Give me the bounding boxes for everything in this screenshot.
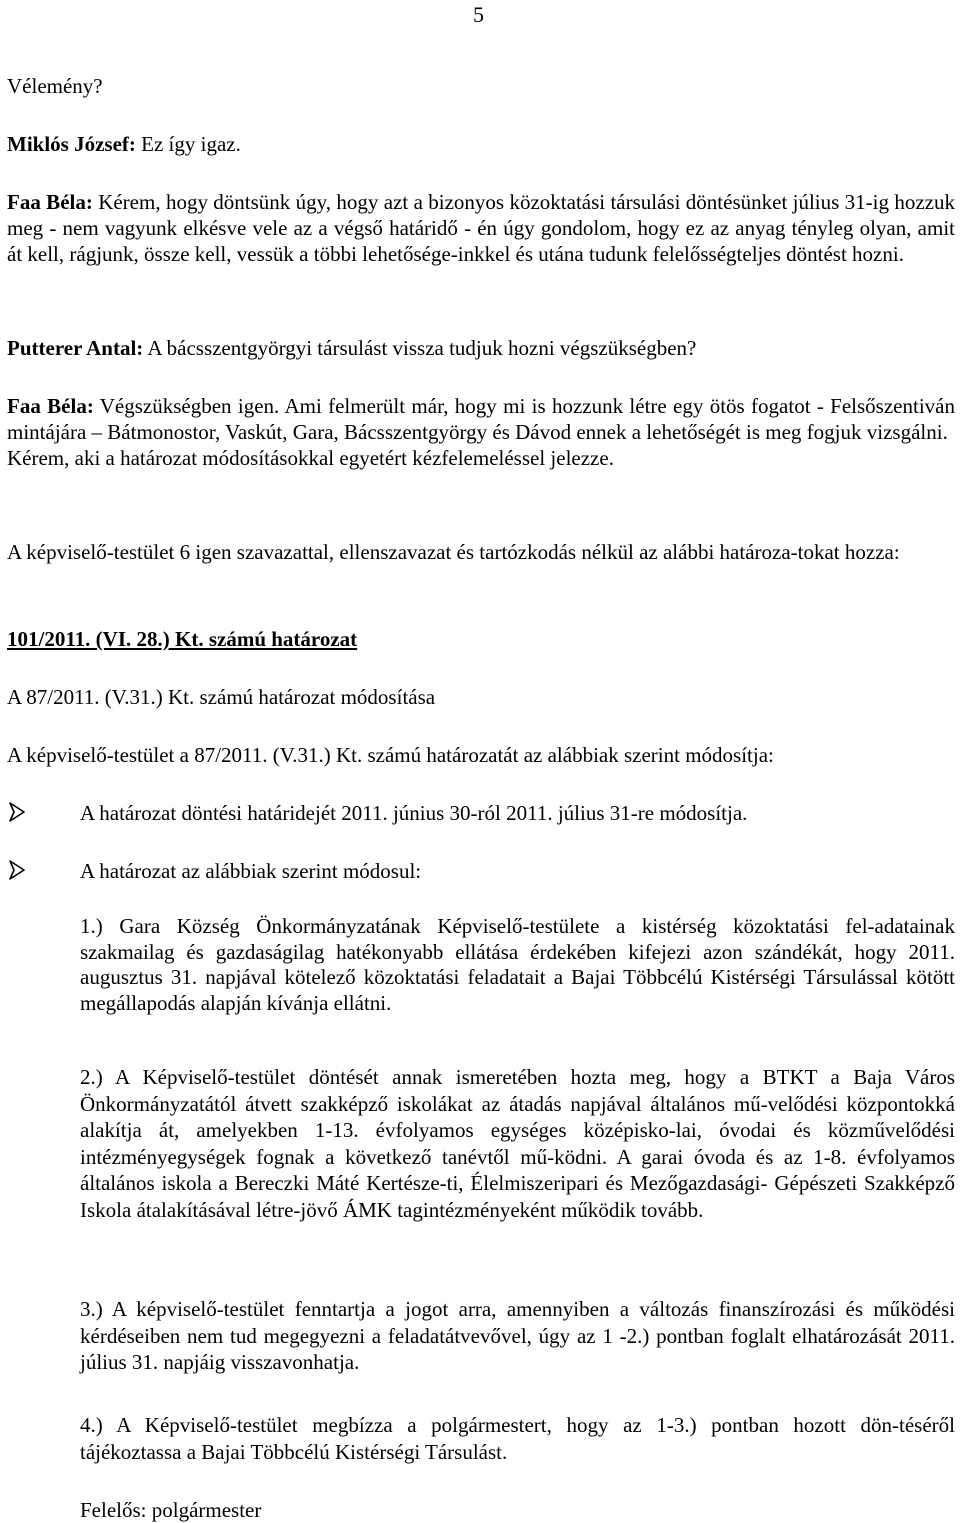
paragraph-faa-2 [7,393,955,445]
numbered-item-3: 3.) A képviselő-testület fenntartja a jogot arra, amennyiben a változás finanszírozási és működési kérdéseiben nem tud megegyezni a feladatátvevővel, úgy az 1 -2.) pontban foglalt elhatározását 2011. július 31. napjáig visszavonhatja. [80,1297,955,1374]
paragraph-miklos [7,131,955,157]
paragraph-group-faa-2 [7,393,955,471]
responsible-line: Felelős: polgármester [80,1498,262,1522]
numbered-item-4: 4.) A Képviselő-testület megbízza a polgármestert, hogy az 1-3.) pontban hozott dön-téséről tájékoztassa a Bajai Többcélú Kistérségi Társulást. [80,1413,955,1464]
paragraph-vote-result: A képviselő-testület 6 igen szavazattal, ellenszavazat és tartózkodás nélkül az alábbi határoza-tokat hozza: [7,540,900,564]
arrowhead-bullet-icon [9,801,25,823]
page-number: 5 [473,2,484,27]
paragraph-vote-request: Kérem, aki a határozat módosításokkal egyetért kézfelemeléssel jelezze. [7,446,614,470]
bullet-text: A határozat döntési határidejét 2011. június 30-ról 2011. július 31-re módosítja. [80,801,748,825]
resolution-subtitle: A 87/2011. (V.31.) Kt. számú határozat módosítása [7,685,436,709]
speech-miklos: Ez így igaz. [135,132,241,156]
speaker-miklos: Miklós József: [7,132,136,156]
speaker-faa-2: Faa Béla: [7,394,94,418]
speech-faa-1: Kérem, hogy döntsünk úgy, hogy azt a bizonyos közoktatási társulási döntésünket július 31-ig hozzuk meg - nem vagyunk elkésve vele az a végső határidő - én úgy gondolom, hogy ez az anyag tényleg olyan, amit át kell, rágjunk, össze kell, vessük a többi lehetősége-inkkel és utána tudunk felelősségteljes döntést hozni. [7,190,955,266]
paragraph-question: Vélemény? [7,74,103,98]
paragraph-putterer [7,335,955,361]
numbered-item-2: 2.) A Képviselő-testület döntését annak ismeretében hozta meg, hogy a BTKT a Baja Város Önkormányzatától átvett szakképző iskolákat az átadás napjával általános mű-velődési központokká alakítja át, amelyekben 1-13. évfolyamos egységes középisko-lai, óvodai és közművelődési intézményegységek fognak a következő tanévtől mű-ködni. A garai óvoda és az 1-8. évfolyamos általános iskola a Bereczki Máté Kertésze-ti, Élelmiszeripari és Mezőgazdasági- Gépészeti Szakképző Iskola átalakításával létre-jövő ÁMK tagintézményeként működik tovább. [80,1065,955,1222]
bullet-item [7,800,955,826]
numbered-item-1: 1.) Gara Község Önkormányzatának Képviselő-testülete a kistérség közoktatási fel-adatainak szakmailag és gazdaságilag hatékonyabb ellátása érdekében kifejezi azon szándékát, hogy 2011. augusztus 31. napjával kötelező közoktatási feladatait a Bajai Többcélú Kistérségi Társulással kötött megállapodás alapján kívánja ellátni. [80,914,955,1015]
arrowhead-bullet-icon [9,859,25,881]
speaker-putterer: Putterer Antal: [7,336,144,360]
paragraph-amendment-intro: A képviselő-testület a 87/2011. (V.31.) Kt. számú határozatát az alábbiak szerint módosítja: [7,743,774,767]
speech-putterer: A bácsszentgyörgyi társulást vissza tudjuk hozni végszükségben? [143,336,697,360]
bullet-text: A határozat az alábbiak szerint módosul: [80,859,422,883]
resolution-title: 101/2011. (VI. 28.) Kt. számú határozat [7,627,358,651]
paragraph-faa-1 [7,189,955,267]
bullet-item [7,858,955,884]
speech-faa-2: Végszükségben igen. Ami felmerült már, hogy mi is hozzunk létre egy ötös fogatot - Felsőszentiván mintájára – Bátmonostor, Vaskút, Gara, Bácsszentgyörgy és Dávod ennek a lehetőségét is meg fogjuk vizsgálni. [7,394,955,444]
speaker-faa-1: Faa Béla: [7,190,93,214]
